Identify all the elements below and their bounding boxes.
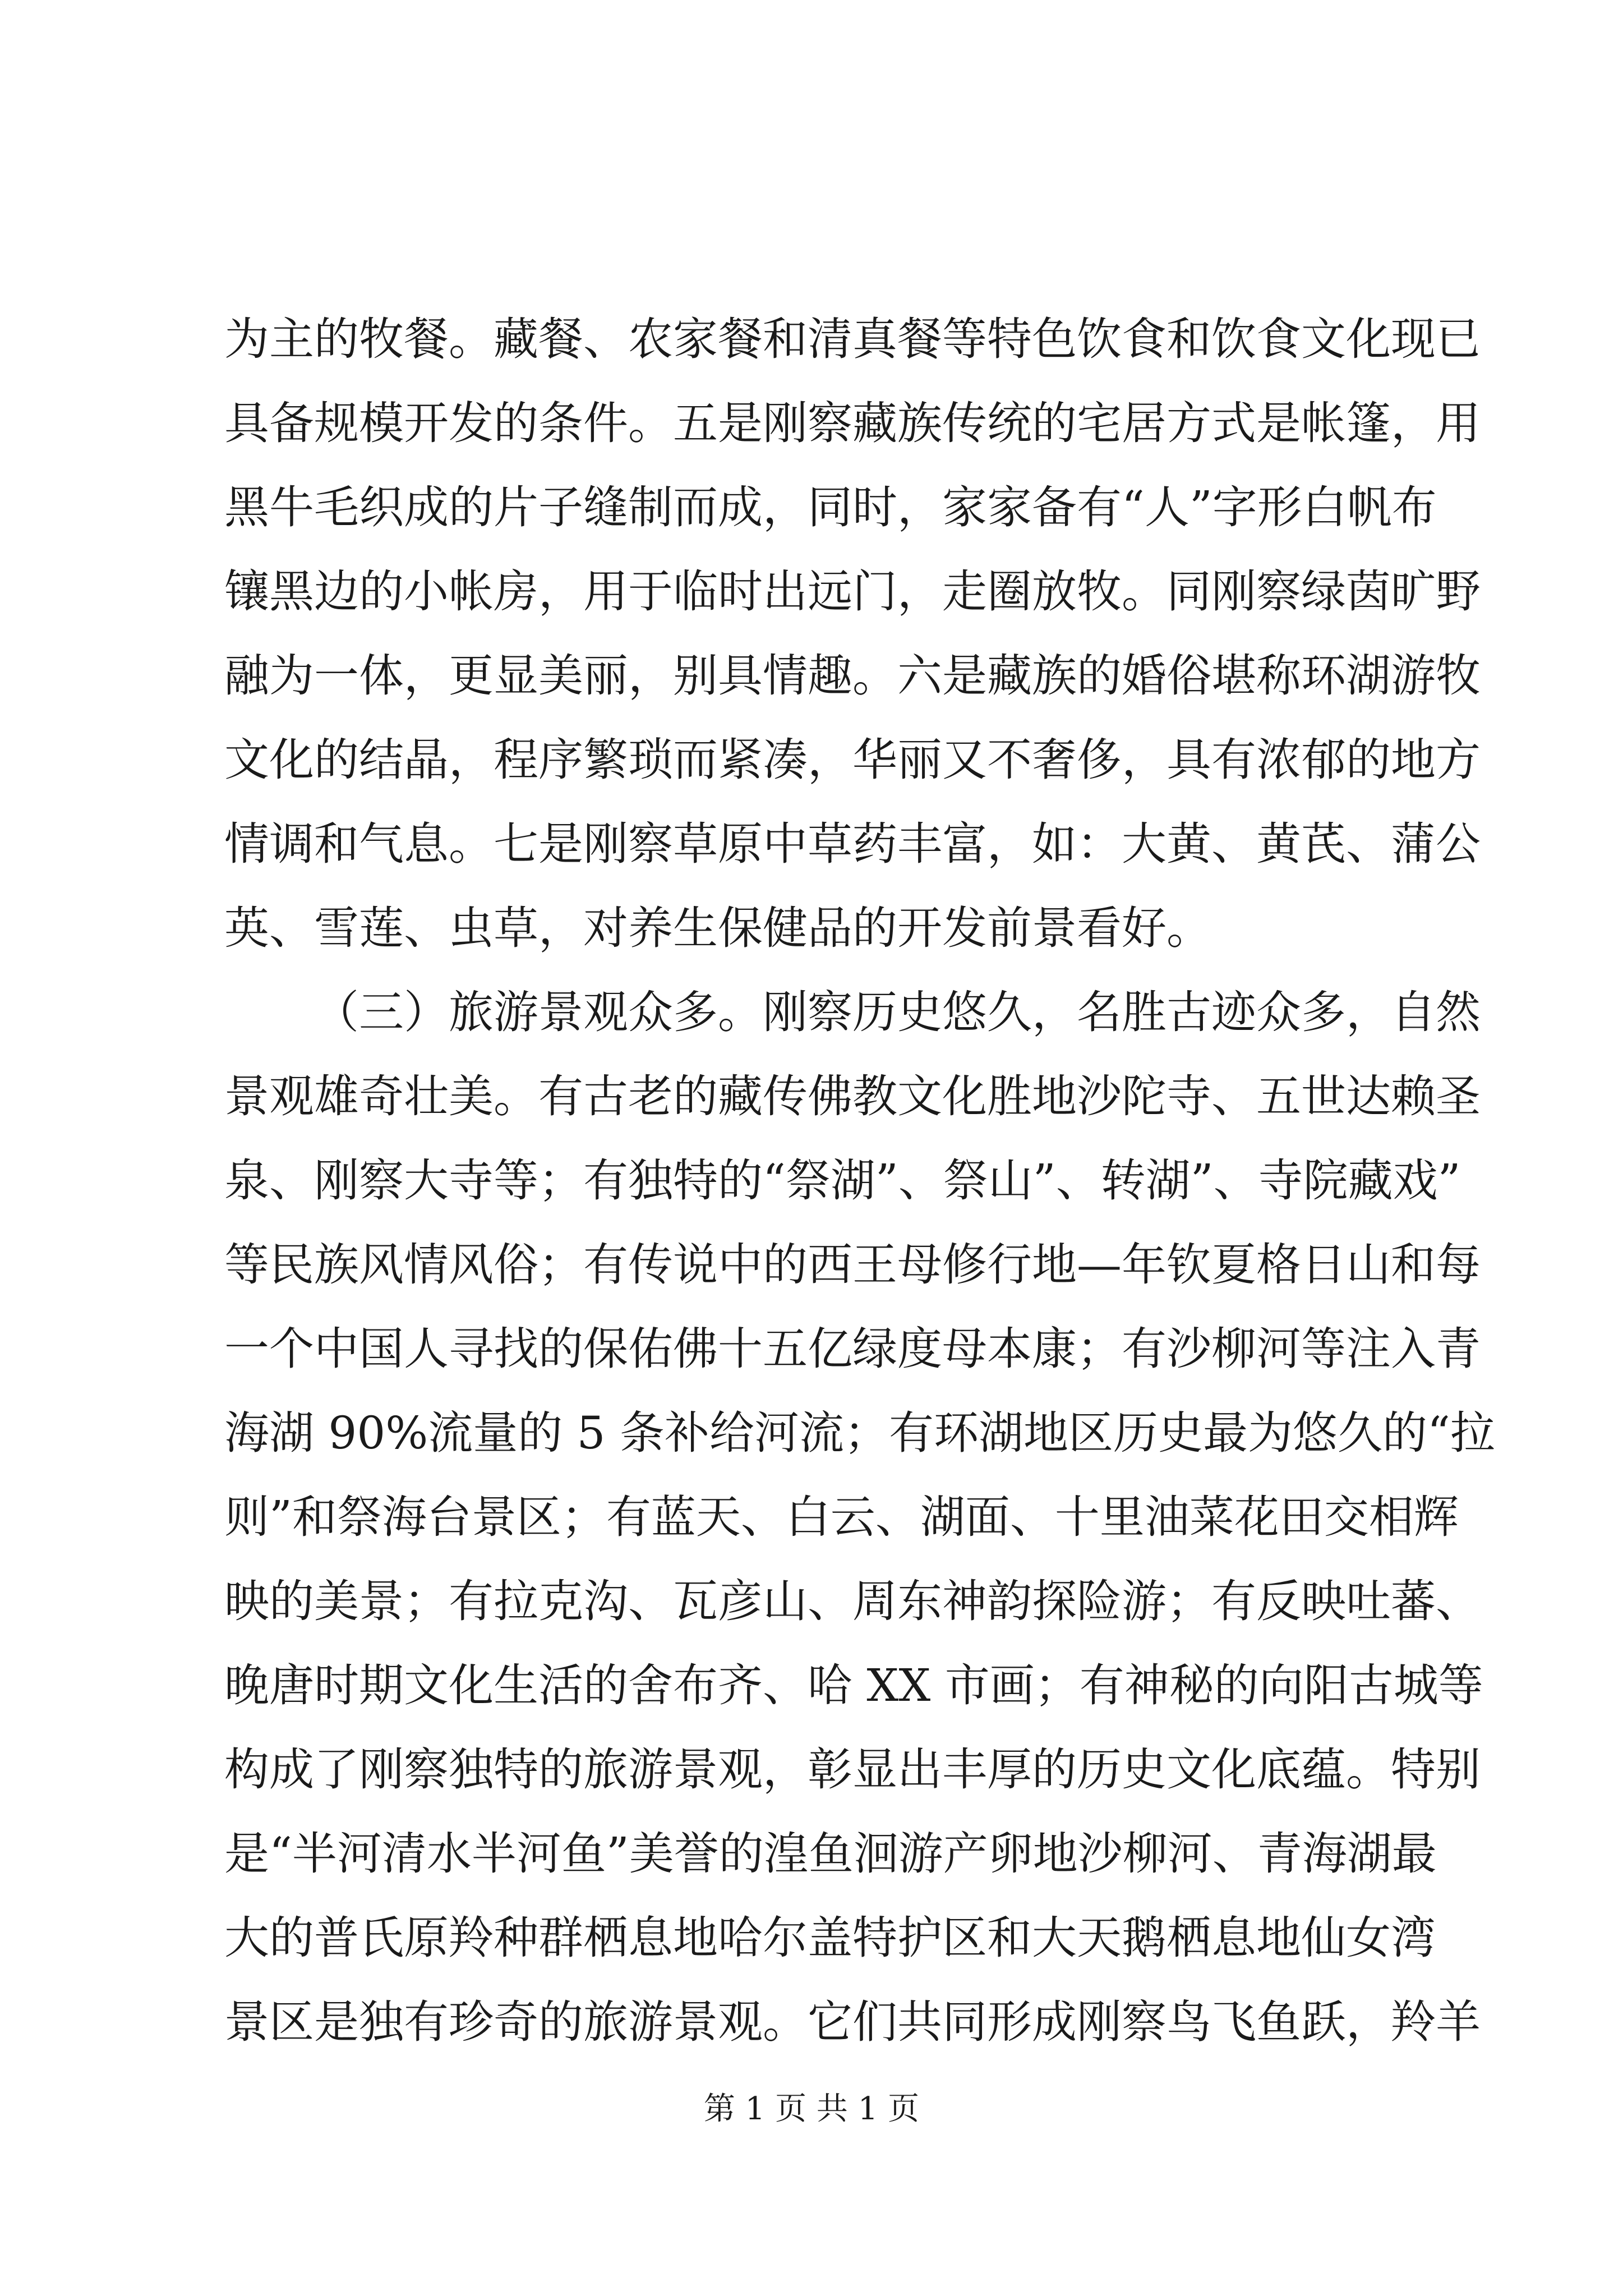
- text-line: 镶黑边的小帐房，用于临时出远门，走圈放牧。同刚察绿茵旷野: [224, 565, 1481, 618]
- text-line: 则”和祭海台景区；有蓝天、白云、湖面、十里油菜花田交相辉: [224, 1491, 1459, 1543]
- text-line: 英、雪莲、虫草，对养生保健品的开发前景看好。: [224, 902, 1211, 954]
- text-line: 具备规模开发的条件。五是刚察藏族传统的宅居方式是帐篷，用: [224, 397, 1481, 449]
- text-line: 文化的结晶，程序繁琐而紧凑，华丽又不奢侈，具有浓郁的地方: [224, 734, 1481, 786]
- text-line: 情调和气息。七是刚察草原中草药丰富，如：大黄、黄芪、蒲公: [224, 818, 1481, 870]
- text-line: 景区是独有珍奇的旅游景观。它们共同形成刚察鸟飞鱼跃，羚羊: [224, 1996, 1481, 2048]
- text-line: 融为一体，更显美丽，别具情趣。六是藏族的婚俗堪称环湖游牧: [224, 650, 1481, 702]
- text-line: 映的美景；有拉克沟、瓦彦山、周东神韵探险游；有反映吐蕃、: [224, 1575, 1481, 1627]
- text-line: 黑牛毛织成的片子缝制而成，同时，家家备有“人”字形白帆布: [224, 481, 1437, 533]
- text-line: 晚唐时期文化生活的舍布齐、哈 XX 市画；有神秘的向阳古城等: [224, 1659, 1483, 1711]
- text-line: 等民族风情风俗；有传说中的西王母修行地—年钦夏格日山和每: [224, 1239, 1481, 1291]
- text-line: 泉、刚察大寺等；有独特的“祭湖”、祭山”、转湖”、寺院藏戏”: [224, 1154, 1461, 1207]
- text-line: 一个中国人寻找的保佑佛十五亿绿度母本康；有沙柳河等注入青: [224, 1323, 1481, 1375]
- text-line: 是“半河清水半河鱼”美誉的湟鱼洄游产卵地沙柳河、青海湖最: [224, 1828, 1437, 1880]
- text-line: 构成了刚察独特的旅游景观，彰显出丰厚的历史文化底蕴。特别: [224, 1743, 1481, 1796]
- text-line: 大的普氏原羚种群栖息地哈尔盖特护区和大天鹅栖息地仙女湾: [224, 1912, 1436, 1964]
- text-line: 为主的牧餐。藏餐、农家餐和清真餐等特色饮食和饮食文化现已: [224, 313, 1481, 365]
- section-heading-line: （三）旅游景观众多。刚察历史悠久，名胜古迹众多，自然: [314, 986, 1481, 1038]
- text-line: 海湖 90%流量的 5 条补给河流；有环湖地区历史最为悠久的“拉: [224, 1407, 1495, 1459]
- text-line: 景观雄奇壮美。有古老的藏传佛教文化胜地沙陀寺、五世达赖圣: [224, 1070, 1481, 1122]
- page-footer: 第 1 页 共 1 页: [703, 2091, 920, 2127]
